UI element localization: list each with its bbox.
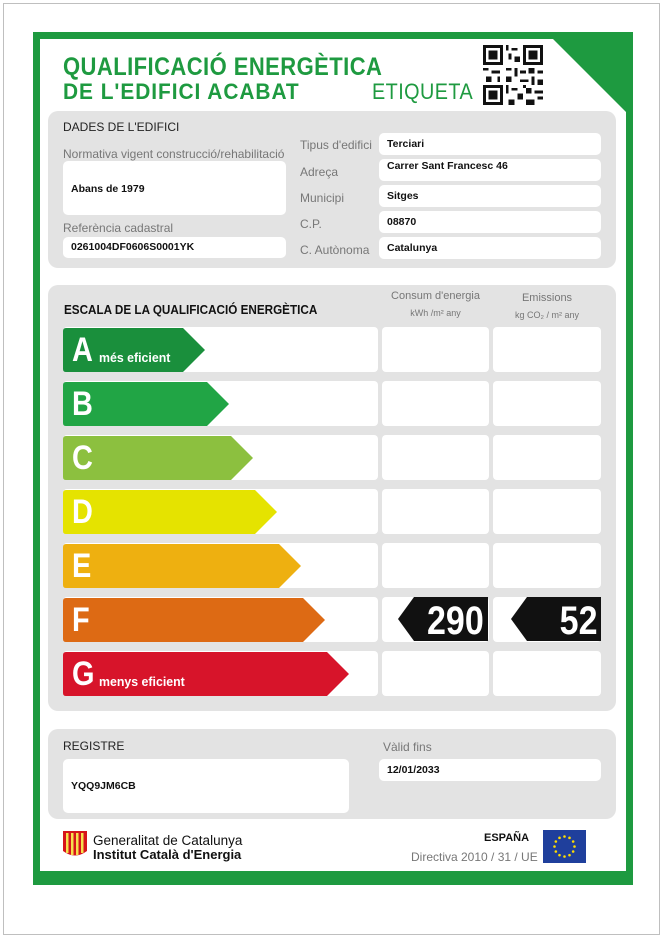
eu-star [555, 840, 558, 843]
eu-star [563, 835, 566, 838]
adreca-field: Carrer Sant Francesc 46 [379, 159, 601, 181]
adreca-label: Adreça [300, 165, 339, 179]
qr-code-icon [483, 45, 543, 105]
energy-class-letter: A [72, 331, 93, 369]
consum-cell-a [382, 327, 489, 372]
energy-class-c-arrow [63, 436, 253, 481]
emissions-cell-d [493, 489, 601, 534]
consum-cell-g [382, 651, 489, 696]
normativa-field: Abans de 1979 [63, 161, 286, 215]
building-data-panel [48, 111, 616, 268]
consum-unit: kWh /m² any [410, 308, 461, 318]
title-line1: QUALIFICACIÓ ENERGÈTICA [63, 53, 383, 81]
eu-star [555, 850, 558, 853]
emissions-cell-b [493, 381, 601, 426]
title-line2: DE L'EDIFICI ACABAT [63, 79, 300, 104]
valid-label: Vàlid fins [383, 740, 432, 754]
building-section-title: DADES DE L'EDIFICI [63, 120, 180, 134]
referencia-field: 0261004DF0606S0001YK [63, 237, 286, 258]
eu-star [558, 854, 561, 857]
municipi-label: Municipi [300, 191, 345, 205]
cp-label: C.P. [300, 217, 322, 231]
emissions-unit: kg CO₂ / m² any [514, 310, 579, 320]
label-inner [40, 39, 626, 871]
eu-star [568, 854, 571, 857]
scale-title: ESCALA DE LA QUALIFICACIÓ ENERGÈTICA [64, 302, 318, 317]
country-text: ESPAÑA [484, 832, 530, 844]
energy-class-a-arrow [63, 328, 205, 373]
energy-class-d-arrow [63, 490, 277, 535]
eu-star [572, 840, 575, 843]
municipi-field: Sitges [379, 185, 601, 207]
registre-panel [48, 729, 616, 819]
eu-star [553, 845, 556, 848]
cp-field: 08870 [379, 211, 601, 233]
energy-class-description: més eficient [99, 350, 171, 365]
energy-class-letter: D [72, 493, 93, 531]
emissions-cell-e [493, 543, 601, 588]
institut-text: Institut Català d'Energia [93, 847, 242, 862]
consum-header: Consum d'energia [391, 290, 480, 302]
tipus-field: Terciari [379, 133, 601, 155]
eu-star [558, 837, 561, 840]
consum-cell-e [382, 543, 489, 588]
emissions-cell-a [493, 327, 601, 372]
registre-label: REGISTRE [63, 739, 125, 753]
energy-class-letter: F [72, 601, 90, 639]
energy-class-letter: E [72, 547, 92, 585]
autonoma-label: C. Autònoma [300, 243, 370, 257]
energy-scale-panel [48, 285, 616, 711]
emissions-cell-g [493, 651, 601, 696]
energy-class-g-arrow [63, 652, 349, 697]
eu-star [572, 850, 575, 853]
energy-class-letter: B [72, 385, 93, 423]
corner-triangle [553, 39, 626, 112]
consum-cell-c [382, 435, 489, 480]
energy-class-e-arrow [63, 544, 301, 589]
consum-cell-d [382, 489, 489, 534]
eu-flag-icon [543, 830, 586, 863]
autonoma-field: Catalunya [379, 237, 601, 259]
emissions-rating-marker-value: 52 [559, 599, 597, 643]
registre-field: YQQ9JM6CB [63, 759, 349, 813]
eu-star [563, 855, 566, 858]
normativa-label: Normativa vigent construcció/rehabilitació [63, 147, 285, 161]
etiqueta-label: ETIQUETA [372, 79, 474, 104]
energy-class-description: menys eficient [99, 674, 185, 689]
energy-class-letter: C [72, 439, 93, 477]
emissions-rating-marker [511, 597, 601, 641]
eu-star [573, 845, 576, 848]
valid-field: 12/01/2033 [379, 759, 601, 781]
energy-class-f-arrow [63, 598, 325, 643]
generalitat-logo-icon [63, 831, 87, 860]
consum-rating-marker [398, 597, 488, 641]
energy-class-letter: G [72, 655, 95, 693]
emissions-cell-c [493, 435, 601, 480]
tipus-label: Tipus d'edifici [300, 138, 372, 152]
referencia-label: Referència cadastral [63, 221, 174, 235]
eu-star [568, 837, 571, 840]
directive-text: Directiva 2010 / 31 / UE [411, 850, 538, 864]
energy-class-b-arrow [63, 382, 229, 427]
consum-rating-marker-value: 290 [427, 599, 484, 643]
consum-cell-b [382, 381, 489, 426]
emissions-header: Emissions [521, 292, 573, 304]
generalitat-text: Generalitat de Catalunya [93, 833, 243, 848]
